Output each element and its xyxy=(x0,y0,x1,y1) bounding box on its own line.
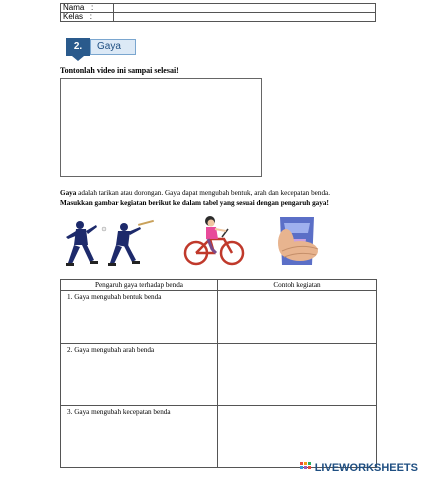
row-label-shape: 1. Gaya mengubah bentuk benda xyxy=(61,291,218,344)
task-instruction: Masukkan gambar kegiatan berikut ke dalam tabel yang sesuai dengan pengaruh gaya! xyxy=(60,199,329,207)
video-player[interactable] xyxy=(60,78,262,177)
header-example: Contoh kegiatan xyxy=(218,280,377,291)
squeezing-box-image[interactable] xyxy=(270,213,328,269)
name-label: Nama : xyxy=(61,4,114,13)
badge-tip-icon xyxy=(72,56,84,61)
section-badge xyxy=(66,38,130,56)
table-row xyxy=(61,406,377,468)
name-field[interactable] xyxy=(114,4,376,13)
video-instruction: Tontonlah video ini sampai selesai! xyxy=(60,66,179,75)
table-row xyxy=(61,344,377,406)
table-row xyxy=(61,291,377,344)
baseball-players-image[interactable] xyxy=(60,215,156,269)
brand-text: LIVEWORKSHEETS xyxy=(314,462,418,474)
row-label-direction: 2. Gaya mengubah arah benda xyxy=(61,344,218,406)
girl-cycling-image[interactable] xyxy=(182,213,246,267)
definition-term: Gaya xyxy=(60,189,77,197)
class-label: Kelas : xyxy=(61,13,114,22)
definition-paragraph xyxy=(60,188,370,198)
definition-text: adalah tarikan atau dorongan. Gaya dapat mengubah bentuk, arah dan kecepatan benda. xyxy=(76,189,331,197)
section-title: Gaya xyxy=(90,39,136,55)
drop-zone-direction[interactable] xyxy=(218,344,377,406)
identity-table xyxy=(60,3,376,22)
drop-zone-shape[interactable] xyxy=(218,291,377,344)
class-row xyxy=(61,13,376,22)
row-label-speed: 3. Gaya mengubah kecepatan benda xyxy=(61,406,218,468)
force-effects-table xyxy=(60,279,377,468)
table-header-row xyxy=(61,280,377,291)
section-number: 2. xyxy=(66,38,90,56)
liveworksheets-logo xyxy=(300,462,418,474)
name-row xyxy=(61,4,376,13)
header-effect: Pengaruh gaya terhadap benda xyxy=(61,280,218,291)
brand-grid-icon xyxy=(300,462,312,472)
class-field[interactable] xyxy=(114,13,376,22)
drop-zone-speed[interactable] xyxy=(218,406,377,468)
